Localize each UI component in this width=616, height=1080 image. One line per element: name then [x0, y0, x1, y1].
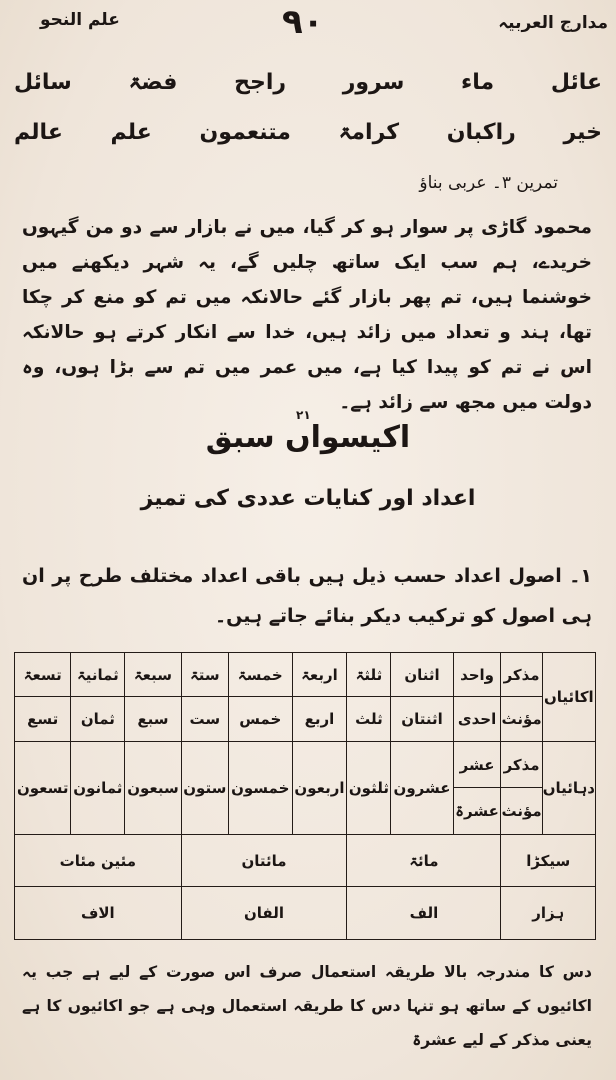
table-cell: عشرۃ [453, 788, 501, 834]
table-cell: الف [347, 887, 501, 940]
table-cell: سبعون [125, 741, 181, 834]
table-cell: احدی [453, 697, 501, 741]
table-cell: الفان [181, 887, 347, 940]
subject-title: علم النحو [40, 10, 120, 30]
table-row [15, 887, 596, 940]
table-row [15, 834, 596, 887]
table-cell: خمسون [228, 741, 292, 834]
word: فضۃ [128, 70, 178, 95]
word: راجح [234, 70, 287, 95]
table-cell: عشر [453, 741, 501, 787]
table-cell: تسعون [15, 741, 71, 834]
table-cell: ثمان [71, 697, 125, 741]
lesson-title: اکیسواں سبق [205, 420, 411, 455]
lesson-number: ۲۱ [296, 408, 311, 422]
word: کرامۃ [338, 120, 400, 145]
masculine-label: مذکر [501, 653, 542, 697]
numbers-table [14, 652, 596, 940]
table-cell: اربعون [292, 741, 347, 834]
word: متنعمون [199, 120, 291, 145]
lesson-subtitle: اعداد اور کنایات عددی کی تمیز [140, 486, 476, 511]
tens-label: دہائیاں [542, 741, 595, 834]
lesson-intro: ۱۔ اصول اعداد حسب ذیل ہیں باقی اعداد مختلف طرح پر ان ہی اصول کو ترکیب دیکر بنائے جاتے ہیں۔ [22, 565, 592, 627]
table-cell: ثلثۃ [347, 653, 391, 697]
table-row [15, 653, 596, 697]
word: عالم [14, 120, 63, 145]
table-cell: الاف [15, 887, 182, 940]
table-cell: اثنتان [391, 697, 453, 741]
units-label: اکائیاں [542, 653, 595, 742]
masculine-label: مذکر [501, 741, 542, 787]
word: علم [110, 120, 152, 145]
word: سائل [14, 70, 72, 95]
table-cell: مئین مئات [15, 834, 182, 887]
word: خیر [563, 120, 602, 145]
table-cell: واحد [453, 653, 501, 697]
page-number: ۹۰ [282, 2, 324, 42]
table-cell: ستۃ [181, 653, 228, 697]
table-cell: ثمانون [71, 741, 125, 834]
table-cell: مائتان [181, 834, 347, 887]
word: راکبان [446, 120, 516, 145]
book-title: مدارج العربیہ [498, 13, 608, 33]
table-cell: تسعۃ [15, 653, 71, 697]
hundreds-label: سیکڑا [501, 834, 596, 887]
table-cell: خمس [228, 697, 292, 741]
table-cell: عشرون [391, 741, 453, 834]
table-cell: اثنان [391, 653, 453, 697]
word-row-2 [14, 120, 602, 145]
exercise-text: محمود گاڑی پر سوار ہو کر گیا، میں نے بازار سے دو من گیہوں خریدے، ہم سب ایک ساتھ چلیں گے، یہ شہر دیکھنے میں خوشنما ہیں، تم پھر بازار گئے حالانکہ میں تم کو منع کر چکا تھا، ہند و تعداد میں زائد ہیں، خدا سے انکار کرتے ہو حالانکہ اس نے تم کو پیدا کیا ہے، میں عمر میں تم سے بڑا ہوں، وہ دولت میں مجھ سے زائد ہے۔ [22, 217, 592, 413]
table-cell: مائۃ [347, 834, 501, 887]
feminine-label: مؤنث [501, 788, 542, 834]
thousands-label: ہزار [501, 887, 596, 940]
table-cell: سبع [125, 697, 181, 741]
table-cell: سبعۃ [125, 653, 181, 697]
feminine-label: مؤنث [501, 697, 542, 741]
exercise-title: تمرین ۳۔ عربی بناؤ [419, 173, 558, 193]
table-cell: تسع [15, 697, 71, 741]
table-cell: ثلث [347, 697, 391, 741]
word-row-1 [14, 70, 602, 95]
word: ماء [461, 70, 495, 95]
word: عائل [550, 70, 602, 95]
table-cell: ستون [181, 741, 228, 834]
table-cell: ثلثون [347, 741, 391, 834]
word: سرور [342, 70, 405, 95]
table-cell: ست [181, 697, 228, 741]
table-row [15, 697, 596, 741]
footnote-text: دس کا مندرجہ بالا طریقہ استعمال صرف اس صورت کے لیے ہے جب یہ اکائیوں کے ساتھ ہو تنہا دس کا طریقہ استعمال وہی ہے جو اکائیوں کا ہے یعنی مذکر کے لیے عشرۃ [22, 963, 592, 1049]
table-cell: اربع [292, 697, 347, 741]
table-cell: خمسۃ [228, 653, 292, 697]
table-cell: اربعۃ [292, 653, 347, 697]
table-cell: ثمانیۃ [71, 653, 125, 697]
table-row [15, 741, 596, 787]
